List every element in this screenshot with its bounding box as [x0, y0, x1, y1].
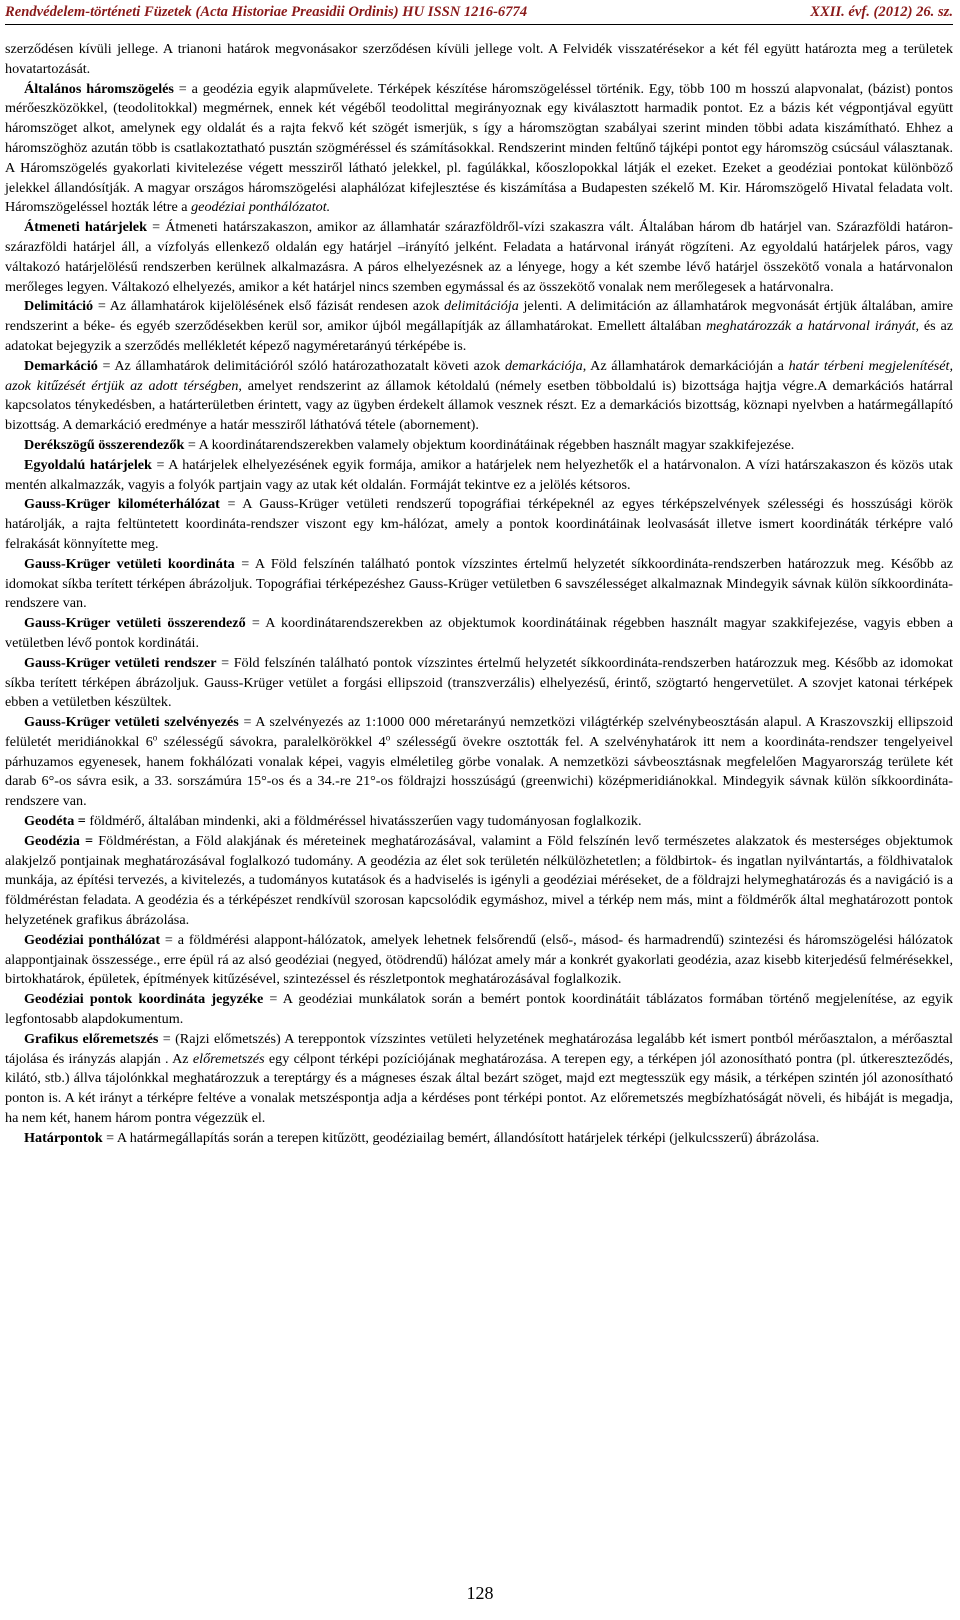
definition-text: = A geodéziai munkálatok során a bemért pontok koordinátáit táblázatos formában történő megjelenítése, az egyik legfontosabb alapdokumentum.	[5, 991, 953, 1028]
glossary-term: Gauss-Krüger kilométerhálózat	[24, 496, 220, 513]
glossary-term: Demarkáció	[24, 357, 98, 374]
glossary-paragraph	[5, 931, 953, 990]
glossary-term: Derékszögű összerendezők	[24, 436, 185, 453]
glossary-term: Határpontok	[24, 1129, 103, 1146]
definition-text: , Az államhatárok demarkációján a	[582, 357, 789, 374]
definition-text: jelenti. A delimitáción az államhatárok megvonását értjük általában, amire rendszerint a béke- és egyéb szerződésekben kerül sor, amikor újból megállapítják az államhatárokat. Emellett általában	[5, 298, 953, 335]
glossary-paragraph	[5, 1129, 953, 1149]
definition-text: egy célpont térképi pozíciójának meghatározása. A terepen egy, a térképen jól azonosítható pontra (pl. útkereszteződés, kilátó, stb.) állva tájolónkkal meghatározzuk a tereptárgy és a mágneses észak által bezárt szöget, majd ezt megtesszük egy másik, a térképen szintén jól azonosítható ponton is. A két irányt a térképre feltéve a vonalak metszéspontja adja a kérdéses pont térképi pontot. Az előremetszés megbízhatóságát növeli, és hibáját is megadja, ha nem két, hanem három pontra végezzük el.	[5, 1050, 954, 1127]
definition-text: = A Gauss-Krüger vetületi rendszerű topográfiai térképeknél az egyes térképszelvények szélességi és hosszúsági körök határolják, a rajta feltüntetett koordináta-rendszer viszont egy km-hálózat, amely a pontok koordinátáinak leolvasását illetve ismert koordináták térképre való felrakását könnyítette meg.	[5, 496, 953, 552]
definition-text: = Az államhatárok kijelölésének első fázisát rendesen azok	[93, 298, 445, 315]
emphasis-text: geodéziai ponthálózatot.	[191, 199, 331, 216]
glossary-term: Geodézia =	[24, 832, 94, 849]
glossary-term: Delimitáció	[24, 298, 94, 315]
superscript: o	[385, 732, 391, 743]
superscript: o	[152, 732, 158, 743]
definition-text: = A szelvényezés az 1:1000 000 méretarányú nemzetközi világtérkép szelvénybeosztásán alapul. A Kraszovszkij ellipszoid felületét meridiánokkal 6	[5, 714, 953, 750]
definition-text: szélességű sávokra, paralelkörökkel 4	[157, 733, 386, 750]
glossary-paragraph	[5, 555, 953, 614]
emphasis-text: előremetszés	[192, 1050, 265, 1067]
page-number: 128	[466, 1583, 494, 1603]
glossary-paragraph	[5, 357, 953, 436]
definition-text: , amelyet rendszerint az államok kétoldalú (némely esetben többoldalú is) bizottsága hajtja végre.A demarkációs határral kapcsolatos ténykedésben, a határterületben érintett, vagy az ügyben érdekelt államok vesznek részt. Ez a demarkációs bizottság, köznapi nyelvben a határmegállapító bizottság. A demarkáció eredménye a határ messziről láthatóvá tétele (abornement).	[5, 377, 953, 434]
glossary-term: Grafikus előremetszés	[24, 1030, 159, 1047]
glossary-paragraph	[5, 654, 953, 713]
glossary-term: Geodéziai ponthálózat	[24, 931, 161, 948]
glossary-paragraph	[5, 456, 953, 496]
emphasis-text: demarkációja	[504, 357, 583, 374]
journal-title: Rendvédelem-történeti Füzetek (Acta Historiae Preasidii Ordinis) HU ISSN 1216-6774	[5, 4, 528, 20]
definition-text: = a földmérési alappont-hálózatok, amelyek lehetnek felsőrendű (első-, másod- és harmadrendű) szintezési és háromszögelési hálózatok alappontjainak összessége., erre épül rá az alsó geodéziai (negyed, ötödrendű) hálózat amely már a konkrét gyakorlati geodézia, azaz kisebb kiterjedésű felmérésekkel, birtokhatárok, épületek, építmények kitűzésével, szintezéssel és részletpontok meghatározásával foglalkozik.	[5, 931, 953, 988]
definition-text: Földméréstan, a Föld alakjának és méreteinek meghatározásával, valamint a Föld felszínén levő természetes alakzatok és mesterséges objektumok alakjelző pontjainak meghatározásával foglalkozó tudomány. A geodézia az élet sok területén nélkülözhetetlen; a földbirtok- és ingatlan nyilvántartás, a földhivatalok munkája, az építési tervezés, a kivitelezés, a tudományos kutatások és a hadviselés is igényli a geodéziai méréseket, de a földrajzi helymeghatározás és a navigáció is a földméréstan feladata. A geodézia és a térképészet rendkívül szorosan kapcsolódik egymáshoz, mivel a térkép nem más, mint a földmérők által meghatározott pontok helyzetének grafikus ábrázolása.	[5, 832, 953, 929]
glossary-paragraph	[5, 495, 953, 554]
definition-text: = a geodézia egyik alapművelete. Térképek készítése háromszögeléssel történik. Egy, több 100 m hosszú alapvonalat, (bázist) pontos mérőeszközökkel, (teodolitokkal) megmérnek, ennek két végéből teodolittal megirányoznak egy kiválasztott harmadik pontot. Ez a bázis két végpontjával együtt háromszöget alkot, amelynek egy oldalát és a rajta fekvő két szögét ismerjük, s így a háromszögtan szabályai szerint minden többi adata kiszámítható. Ehhez a háromszöghöz azután több is csatlakoztatható pusztán szögméréssel és számításokkal. Rendszerint minden feltűnő tájképi pontot egy háromszög csúcsául választanak. A Háromszögelés gyakorlati kivitelezése végett messziről látható jelekkel, pl. fagúlákkal, kőoszlopokkal látják el ezeket. Ezeket a geodéziai pontokat különböző jelekkel állandósítják. A magyar országos háromszögelési alaphálózat kifejlesztése és kiszámítása a Budapesten székelő M. Kir. Háromszögelő Hivatal feladata volt. Háromszögeléssel hozták létre a	[5, 80, 953, 216]
glossary-term: Gauss-Krüger vetületi összerendező	[24, 615, 246, 632]
glossary-paragraph	[5, 40, 953, 80]
issue-info: XXII. évf. (2012) 26. sz.	[810, 4, 953, 20]
glossary-term: Geodéta =	[24, 813, 86, 830]
glossary-term: Gauss-Krüger vetületi rendszer	[24, 654, 217, 671]
glossary-term: Gauss-Krüger vetületi koordináta	[24, 555, 235, 572]
glossary-term: Egyoldalú határjelek	[24, 456, 152, 473]
glossary-paragraph	[5, 990, 953, 1030]
glossary-paragraph	[5, 812, 953, 832]
definition-text: = A Föld felszínén található pontok vízszintes értelmű helyzetét síkkoordináta-rendszerben határozzuk meg. Később az idomokat síkba terített térképen ábrázoljuk. Topográfiai térképezéshez Gauss-Krüger vetületben 6 savszélességet alkalmaznak Mindegyik sávnak külön síkkoordináta-rendszere van.	[5, 555, 953, 612]
definition-text: = Az államhatárok delimitációról szóló határozathozatalt követi azok	[97, 357, 505, 374]
emphasis-text: meghatározzák a határvonal irányát,	[706, 318, 920, 335]
glossary-term: Átmeneti határjelek	[24, 219, 147, 236]
emphasis-text: delimitációja	[444, 298, 519, 315]
running-header	[5, 1, 953, 25]
glossary-paragraph	[5, 832, 953, 931]
definition-text: = Föld felszínén található pontok vízszintes értelmű helyzetét síkkoordináta-rendszerben határozzuk meg. Később az idomokat síkba terített térképen ábrázoljuk. Gauss-Krüger vetület a forgási ellipszoid (transzverzális) elhelyezésű, érintő, szögtartó hengervetület. A szovjet katonai térképek ebben a vetületben készültek.	[5, 654, 953, 711]
glossary-paragraph	[5, 713, 953, 812]
glossary-body	[5, 40, 953, 1149]
glossary-paragraph	[5, 297, 953, 356]
definition-text: földmérő, általában mindenki, aki a földméréssel hivatásszerűen vagy tudományosan foglalkozik.	[85, 813, 642, 830]
definition-text: = A koordinátarendszerekben valamely objektum koordinátáinak régebben használt magyar szakkifejezése.	[184, 436, 795, 453]
glossary-paragraph	[5, 80, 953, 219]
definition-text: = Átmeneti határszakaszon, amikor az államhatár szárazföldről-vízi szakaszra vált. Általában három db határjel van. Szárazföldi határon-szárazföldi határjel áll, a vízfolyás ellenkező oldalán egy határjel –irányító jelként. Feladata a határvonal irányát rögzíteni. Az egyoldalú határjelek páros, vagy váltakozó határjelölésű rendszerben kerülnek alkalmazásra. A páros elhelyezésnek az a lényege, hogy a két szembe lévő határjel összekötő vonala a határvonalon merőleges legyen. Váltakozó elhelyezés, amikor a két határjel nincs szemben egymással és az összekötő vonalak nem merőlegesek a határvonalra.	[5, 219, 953, 295]
glossary-paragraph	[5, 1030, 953, 1129]
definition-text: = A határmegállapítás során a terepen kitűzött, geodéziailag bemért, állandósított határjelek térképi (jelkulcsszerű) ábrázolása.	[102, 1129, 820, 1146]
glossary-paragraph	[5, 436, 953, 456]
definition-text: szélességű övekre osztották fel. A szelvényhatárok itt nem a koordináta-rendszer tengelyeivel párhuzamos egyenesek, hanem fokhálózati vonalak képei, vagyis elméletileg görbe vonalak. A nemzetközi sávbeosztásnak megfelelően Magyarország területe két darab 6°-os sávra esik, a 33. sorszámúra 15°-os és a 34.-re 21°-os földrajzi hosszúságú (greenwichi) középmeridiánokkal. Mindegyik sávnak külön síkkoordináta-rendszere van.	[5, 733, 953, 810]
emphasis-text: határ térbeni megjelenítését, azok kitűzését értjük az adott térségben	[5, 357, 953, 394]
definition-text: szerződésen kívüli jellege. A trianoni határok megvonásakor szerződésen kívüli jellege volt. A Felvidék visszatérésekor a két fél együtt határozta meg a területek hovatartozását.	[5, 41, 953, 77]
definition-text: és az adatokat bejegyzik a szerződés mellékletét képező nagyméretarányú térképébe is.	[5, 318, 954, 354]
definition-text: = A koordinátarendszerekben az objektumok koordinátáinak régebben használt magyar szakkifejezése, vagyis ebben a vetületben lévő pontok kordinátái.	[5, 615, 953, 651]
definition-text: = (Rajzi előmetszés) A tereppontok vízszintes vetületi helyzetének meghatározása legalább két ismert pontból mérőasztalon, a mérőasztal tájolása és irányzás alapján . Az	[5, 1030, 953, 1067]
glossary-term: Gauss-Krüger vetületi szelvényezés	[24, 714, 239, 731]
definition-text: = A határjelek elhelyezésének egyik formája, amikor a határjelek nem helyezhetők el a határvonalon. A vízi határszakaszon és közös utak mentén alkalmazzák, vagyis a folyók partjain vagy az utak két oldalán. Formáját tekintve ez a jelölés kétsoros.	[5, 456, 953, 493]
glossary-paragraph	[5, 218, 953, 297]
glossary-paragraph	[5, 614, 953, 654]
glossary-term: Általános háromszögelés	[24, 80, 174, 97]
glossary-term: Geodéziai pontok koordináta jegyzéke	[24, 991, 264, 1008]
